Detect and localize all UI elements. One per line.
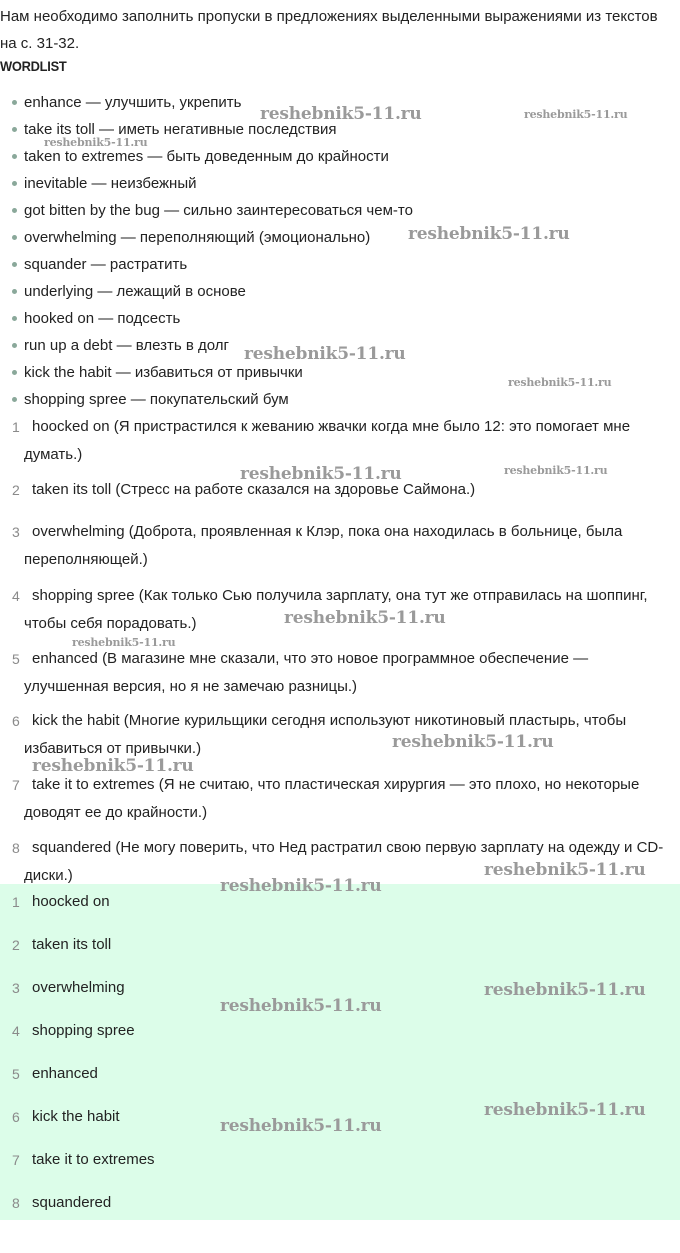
watermark: reshebnik5-11.ru <box>484 1100 646 1120</box>
answer-text: squandered <box>32 1194 112 1211</box>
wordlist-item: hooked on — подсесть <box>12 305 413 332</box>
exercise-item <box>0 771 680 827</box>
exercise-item <box>0 834 680 890</box>
item-text: squandered (Не могу поверить, что Нед растратил свою первую зарплату на одежду и CD-диски.) <box>24 839 664 884</box>
watermark: reshebnik5-11.ru <box>392 732 554 752</box>
item-number: 7 <box>12 777 20 793</box>
answer-text: take it to extremes <box>32 1151 155 1168</box>
exercise-item <box>0 413 680 469</box>
watermark: reshebnik5-11.ru <box>508 376 612 389</box>
watermark: reshebnik5-11.ru <box>524 108 628 121</box>
bullet-icon <box>12 370 17 375</box>
wordlist-heading: WORDLIST <box>0 58 67 74</box>
answer-number: 6 <box>12 1109 20 1125</box>
wordlist-item: taken to extremes — быть доведенным до крайности <box>12 143 413 170</box>
answer-text: kick the habit <box>32 1108 120 1125</box>
answers-panel <box>0 884 680 1220</box>
answer-number: 4 <box>12 1023 20 1039</box>
bullet-icon <box>12 208 17 213</box>
watermark: reshebnik5-11.ru <box>284 608 446 628</box>
exercise-item <box>0 476 680 504</box>
wordlist <box>12 89 413 413</box>
item-number: 3 <box>12 524 20 540</box>
answer-text: hoocked on <box>32 893 110 910</box>
exercise-item <box>0 645 680 701</box>
answer-row <box>0 1189 680 1217</box>
answer-number: 8 <box>12 1195 20 1211</box>
watermark: reshebnik5-11.ru <box>244 344 406 364</box>
item-number: 2 <box>12 482 20 498</box>
watermark: reshebnik5-11.ru <box>484 860 646 880</box>
answer-text: overwhelming <box>32 979 125 996</box>
exercise-item <box>0 707 680 763</box>
wordlist-item: run up a debt — влезть в долг <box>12 332 413 359</box>
item-number: 6 <box>12 713 20 729</box>
watermark: reshebnik5-11.ru <box>484 980 646 1000</box>
bullet-icon <box>12 100 17 105</box>
wordlist-item: shopping spree — покупательский бум <box>12 386 413 413</box>
answer-number: 2 <box>12 937 20 953</box>
answer-text: taken its toll <box>32 936 112 953</box>
wordlist-item: inevitable — неизбежный <box>12 170 413 197</box>
watermark: reshebnik5-11.ru <box>220 996 382 1016</box>
bullet-icon <box>12 397 17 402</box>
watermark: reshebnik5-11.ru <box>44 136 148 149</box>
answer-row <box>0 1103 680 1131</box>
bullet-icon <box>12 127 17 132</box>
item-text: kick the habit (Многие курильщики сегодня используют никотиновый пластырь, чтобы избавиться от привычки.) <box>24 712 627 757</box>
answer-row <box>0 1017 680 1045</box>
answer-row <box>0 1146 680 1174</box>
wordlist-item: take its toll — иметь негативные последствия <box>12 116 413 143</box>
answer-number: 5 <box>12 1066 20 1082</box>
exercise-item <box>0 582 680 638</box>
item-number: 4 <box>12 588 20 604</box>
intro-text: Нам необходимо заполнить пропуски в предложениях выделенными выражениями из текстов на с. 31-32. <box>0 8 658 52</box>
answer-number: 3 <box>12 980 20 996</box>
watermark: reshebnik5-11.ru <box>260 104 422 124</box>
item-text: shopping spree (Как только Сью получила зарплату, она тут же отправилась на шоппинг, чтобы себя порадовать.) <box>24 587 648 632</box>
answer-text: enhanced <box>32 1065 98 1082</box>
wordlist-item: overwhelming — переполняющий (эмоционально) <box>12 224 413 251</box>
answer-number: 7 <box>12 1152 20 1168</box>
item-number: 1 <box>12 419 20 435</box>
bullet-icon <box>12 181 17 186</box>
bullet-icon <box>12 343 17 348</box>
item-text: overwhelming (Доброта, проявленная к Клэр, пока она находилась в больнице, была переполняющей.) <box>24 523 623 568</box>
item-text: hoocked on (Я пристрастился к жеванию жвачки когда мне было 12: это помогает мне думать.) <box>24 418 631 463</box>
bullet-icon <box>12 235 17 240</box>
watermark: reshebnik5-11.ru <box>240 464 402 484</box>
wordlist-item: got bitten by the bug — сильно заинтересоваться чем-то <box>12 197 413 224</box>
wordlist-item: kick the habit — избавиться от привычки <box>12 359 413 386</box>
exercise-item <box>0 518 680 574</box>
item-number: 5 <box>12 651 20 667</box>
wordlist-item: squander — растратить <box>12 251 413 278</box>
item-text: take it to extremes (Я не считаю, что пластическая хирургия — это плохо, но некоторые доводят ее до крайности.) <box>24 776 640 821</box>
answer-row <box>0 931 680 959</box>
watermark: reshebnik5-11.ru <box>220 876 382 896</box>
answer-row <box>0 974 680 1002</box>
bullet-icon <box>12 154 17 159</box>
watermark: reshebnik5-11.ru <box>220 1116 382 1136</box>
answer-number: 1 <box>12 894 20 910</box>
watermark: reshebnik5-11.ru <box>32 756 194 776</box>
wordlist-item: enhance — улучшить, укрепить <box>12 89 413 116</box>
item-text: enhanced (В магазине мне сказали, что это новое программное обеспечение — улучшенная версия, но я не замечаю разницы.) <box>24 650 589 695</box>
bullet-icon <box>12 316 17 321</box>
watermark: reshebnik5-11.ru <box>504 464 608 477</box>
item-number: 8 <box>12 840 20 856</box>
item-text: taken its toll (Стресс на работе сказался на здоровье Саймона.) <box>32 481 476 498</box>
bullet-icon <box>12 289 17 294</box>
watermark: reshebnik5-11.ru <box>72 636 176 649</box>
wordlist-item: underlying — лежащий в основе <box>12 278 413 305</box>
bullet-icon <box>12 262 17 267</box>
watermark: reshebnik5-11.ru <box>408 224 570 244</box>
answer-text: shopping spree <box>32 1022 135 1039</box>
answer-row <box>0 1060 680 1088</box>
answer-row <box>0 888 680 916</box>
